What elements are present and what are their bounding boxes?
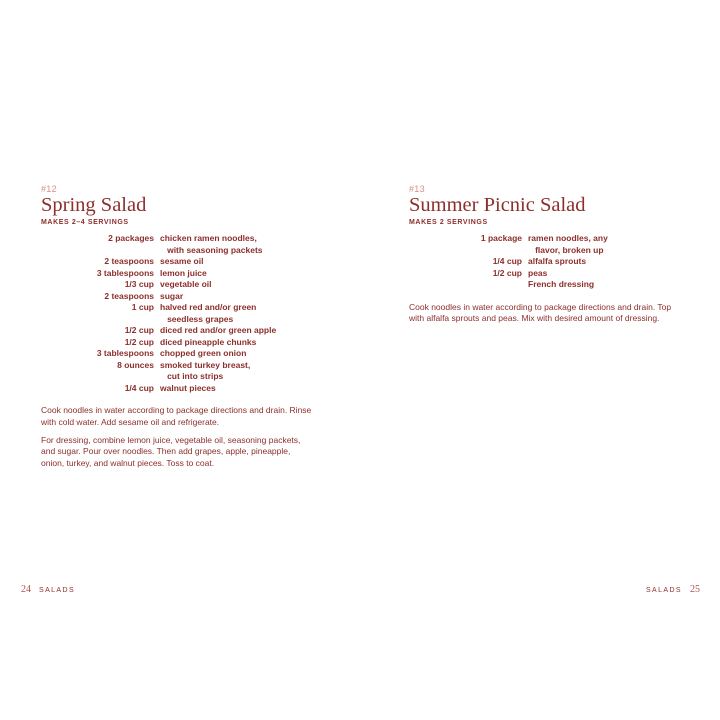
ingredient-name: vegetable oil [160, 279, 212, 289]
ingredient-name: sesame oil [160, 256, 204, 266]
section-label: SALADS [645, 587, 682, 594]
ingredient-row [41, 233, 313, 256]
ingredient-row [41, 256, 313, 268]
page-number: 24 [21, 584, 31, 595]
ingredient-quantity: 1/2 cup [124, 325, 154, 335]
ingredient-name: ramen noodles, any flavor, broken up [528, 233, 608, 255]
ingredient-row [409, 268, 681, 280]
recipe-number: #12 [41, 184, 57, 194]
ingredient-row [41, 360, 313, 383]
ingredient-name: lemon juice [160, 267, 207, 278]
ingredient-quantity: 1/4 cup [124, 382, 154, 393]
recipe-summer-picnic-salad [409, 184, 681, 325]
ingredient-quantity: 1/2 cup [124, 336, 154, 347]
ingredient-quantity: 1/3 cup [124, 279, 154, 289]
ingredient-quantity: 8 ounces [117, 359, 154, 370]
ingredients-list [41, 233, 313, 394]
ingredient-quantity: 2 packages [108, 233, 154, 243]
ingredient-row [41, 348, 313, 360]
ingredient-row [41, 268, 313, 280]
ingredient-quantity: 2 teaspoons [104, 256, 154, 266]
ingredient-quantity [409, 279, 522, 291]
ingredient-row [41, 302, 313, 325]
ingredient-quantity: 1 cup [131, 302, 154, 312]
recipe-spring-salad [41, 184, 313, 470]
ingredient-quantity: 3 tablespoons [96, 348, 154, 358]
recipe-number: #13 [409, 184, 425, 194]
ingredients-list [409, 233, 681, 291]
ingredient-name: chopped green onion [160, 348, 247, 358]
ingredient-row [409, 256, 681, 268]
servings-label: MAKES 2–4 SERVINGS [41, 219, 129, 226]
directions-paragraph: For dressing, combine lemon juice, vegetable oil, seasoning packets, and sugar. Pour over noodles. Then add grapes, apple, pineapple, onion, turkey, and walnut pieces. Toss to coat. [41, 434, 301, 469]
directions-paragraph: Cook noodles in water according to package directions and drain. Rinse with cold water. Add sesame oil and refrigerate. [41, 405, 312, 427]
ingredient-row [41, 291, 313, 303]
ingredient-quantity: 1 package [480, 233, 522, 243]
ingredient-name: alfalfa sprouts [528, 256, 587, 266]
ingredient-row [41, 337, 313, 349]
ingredient-row [41, 279, 313, 291]
recipe-title: Summer Picnic Salad [409, 194, 586, 216]
recipe-title: Spring Salad [41, 194, 147, 216]
ingredient-row [41, 325, 313, 337]
ingredient-name: sugar [160, 290, 184, 301]
ingredient-name: smoked turkey breast, cut into strips [160, 359, 251, 381]
directions-paragraph: Cook noodles in water according to package directions and drain. Top with alfalfa sprouts and peas. Mix with desired amount of dressing. [409, 301, 672, 324]
section-label: SALADS [39, 587, 76, 594]
page-footer [21, 584, 75, 595]
ingredient-name: French dressing [528, 279, 595, 289]
page-footer [646, 584, 700, 595]
ingredient-name: diced pineapple chunks [160, 336, 257, 347]
ingredient-quantity: 1/4 cup [492, 256, 522, 266]
ingredient-row [409, 279, 681, 291]
ingredient-quantity: 1/2 cup [492, 267, 522, 278]
ingredient-name: chicken ramen noodles, with seasoning packets [160, 233, 263, 255]
ingredient-name: halved red and/or green seedless grapes [160, 302, 257, 324]
ingredient-row [41, 383, 313, 395]
ingredient-row [409, 233, 681, 256]
right-page [360, 0, 720, 720]
ingredient-name: peas [528, 267, 548, 278]
ingredient-name: walnut pieces [160, 382, 216, 393]
ingredient-quantity: 2 teaspoons [104, 290, 154, 301]
ingredient-quantity: 3 tablespoons [96, 267, 154, 278]
ingredient-name: diced red and/or green apple [160, 325, 277, 335]
servings-label: MAKES 2 SERVINGS [409, 219, 488, 226]
page-number: 25 [690, 584, 700, 595]
